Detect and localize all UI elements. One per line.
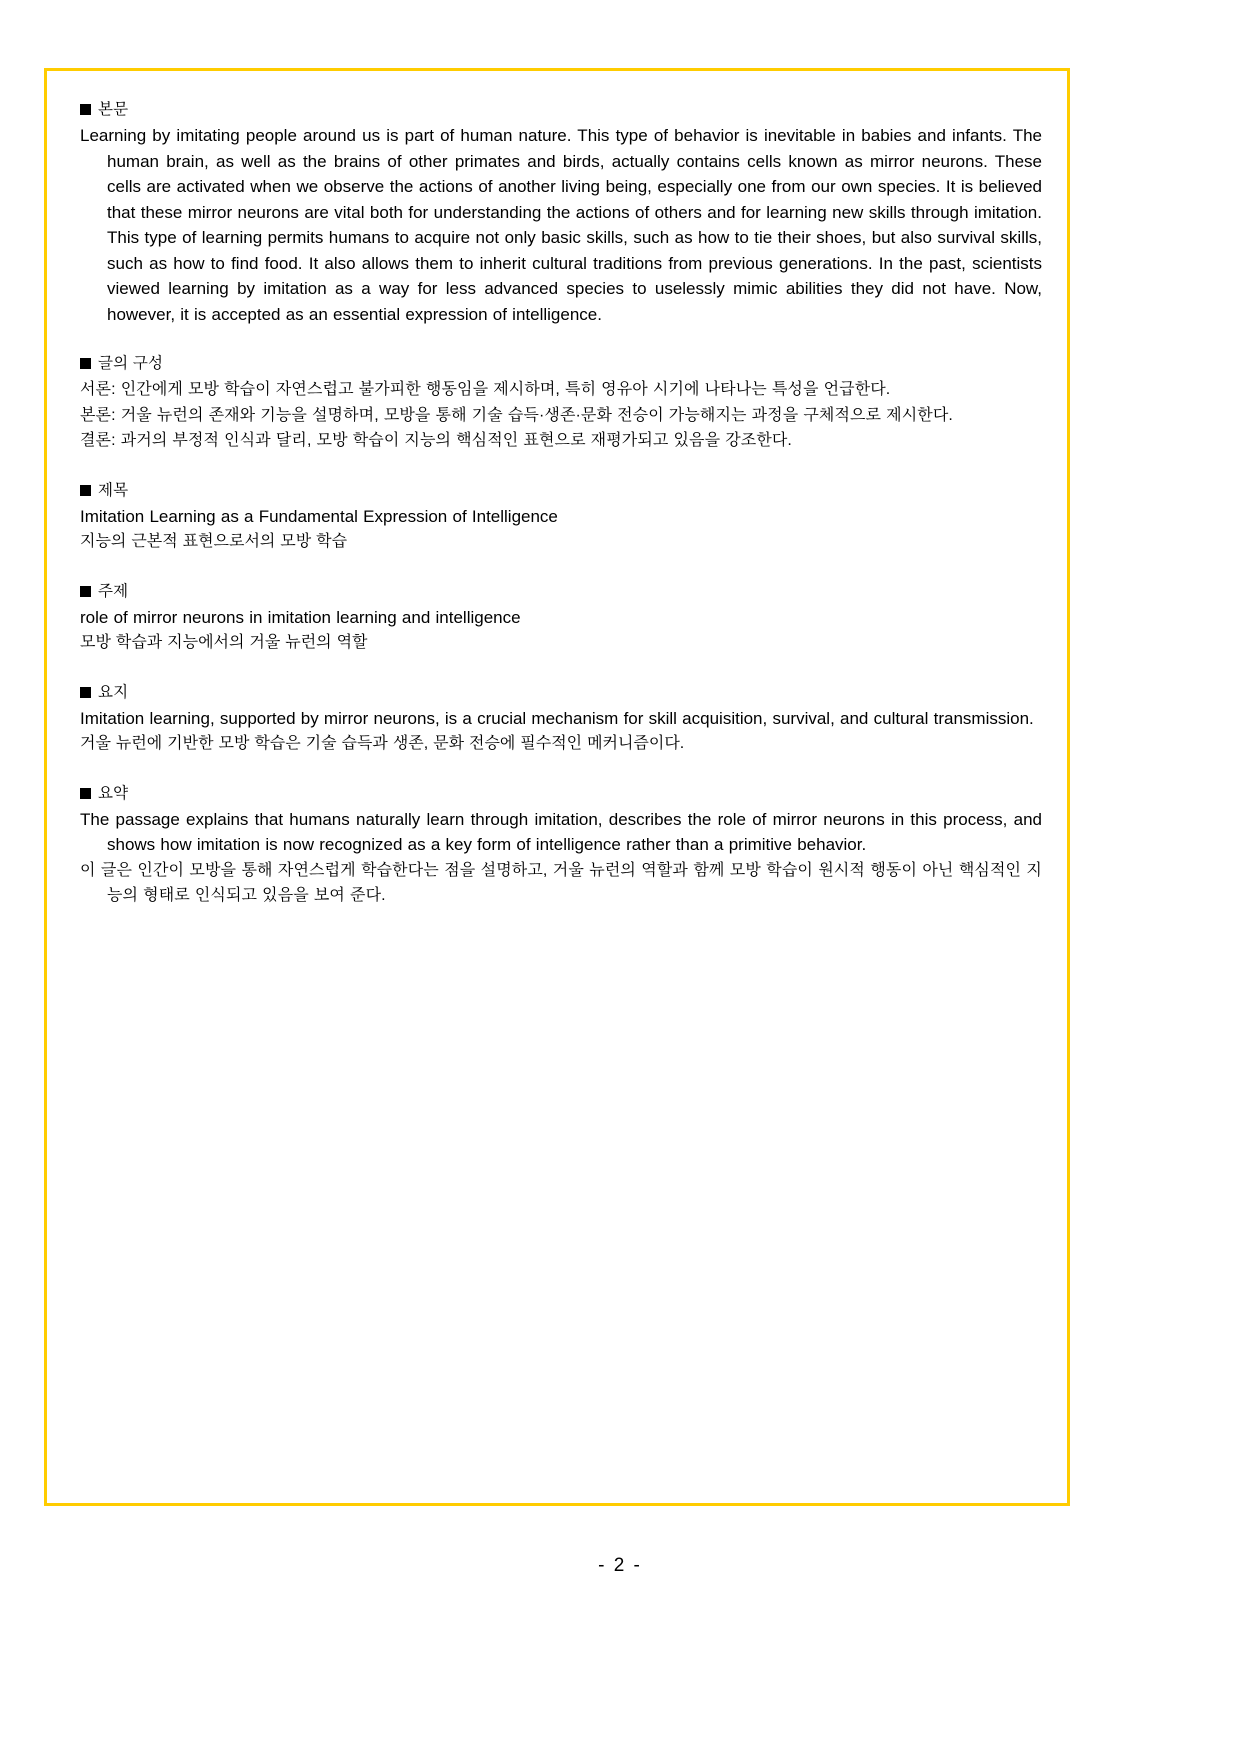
section-header-yoji bbox=[80, 681, 1042, 704]
section-juje bbox=[80, 580, 1042, 656]
square-bullet-icon bbox=[80, 788, 91, 799]
section-header-juje bbox=[80, 580, 1042, 603]
jemok-title-korean: 지능의 근본적 표현으로서의 모방 학습 bbox=[80, 533, 348, 550]
square-bullet-icon bbox=[80, 104, 91, 115]
square-bullet-icon bbox=[80, 586, 91, 597]
section-header-label: 글의 구성 bbox=[98, 355, 164, 372]
section-header-label: 본문 bbox=[98, 101, 129, 118]
page-number: - 2 - bbox=[598, 1555, 642, 1576]
yoji-gist-korean: 거울 뉴런에 기반한 모방 학습은 기술 습득과 생존, 문화 전승에 필수적인 메커니즘이다. bbox=[80, 735, 685, 752]
section-header-jemok bbox=[80, 479, 1042, 502]
section-gueui-guseong bbox=[80, 352, 1042, 454]
section-header-bonmun bbox=[80, 98, 1042, 121]
gueui-guseong-gyeollon: 결론: 과거의 부정적 인식과 달리, 모방 학습이 지능의 핵심적인 표현으로 재평가되고 있음을 강조한다. bbox=[80, 432, 792, 449]
section-yoji bbox=[80, 681, 1042, 757]
section-jemok bbox=[80, 479, 1042, 555]
gueui-guseong-seoron: 서론: 인간에게 모방 학습이 자연스럽고 불가피한 행동임을 제시하며, 특히 영유아 시기에 나타나는 특성을 언급한다. bbox=[80, 381, 891, 398]
square-bullet-icon bbox=[80, 485, 91, 496]
square-bullet-icon bbox=[80, 358, 91, 369]
bonmun-body-paragraph: Learning by imitating people around us is part of human nature. This type of behavior is inevitable in babies and infants. The human brain, as well as the brains of other primates and birds, actually contains cells known as mirror neurons. These cells are activated when we observe the actions of another living being, especially one from our own species. It is believed that these mirror neurons are vital both for understanding the actions of others and for learning new skills through imitation. This type of learning permits humans to acquire not only basic skills, such as how to tie their shoes, but also survival skills, such as how to find food. It also allows them to inherit cultural traditions from previous generations. In the past, scientists viewed learning by imitation as a way for less advanced species to uselessly mimic abilities they did not have. Now, however, it is accepted as an essential expression of intelligence. bbox=[80, 126, 1042, 324]
juje-topic-english: role of mirror neurons in imitation learning and intelligence bbox=[80, 607, 521, 627]
section-bonmun bbox=[80, 98, 1042, 327]
juje-topic-korean: 모방 학습과 지능에서의 거울 뉴런의 역할 bbox=[80, 634, 368, 651]
page-border-frame bbox=[44, 68, 1070, 1506]
yoyak-summary-english: The passage explains that humans naturally learn through imitation, describes the role of mirror neurons in this process, and shows how imitation is now recognized as a key form of intelligence rather than a primitive behavior. bbox=[80, 809, 1042, 854]
yoyak-summary-korean: 이 글은 인간이 모방을 통해 자연스럽게 학습한다는 점을 설명하고, 거울 뉴런의 역할과 함께 모방 학습이 원시적 행동이 아닌 핵심적인 지능의 형태로 인식되고 있음을 보여 준다. bbox=[80, 861, 1042, 904]
section-header-gueui-guseong bbox=[80, 352, 1042, 375]
section-header-label: 요약 bbox=[98, 784, 129, 802]
square-bullet-icon bbox=[80, 687, 91, 698]
section-header-label: 주제 bbox=[98, 582, 129, 600]
section-header-label: 요지 bbox=[98, 683, 129, 701]
section-header-yoyak bbox=[80, 782, 1042, 805]
gueui-guseong-bonron: 본론: 거울 뉴런의 존재와 기능을 설명하며, 모방을 통해 기술 습득·생존·문화 전승이 가능해지는 과정을 구체적으로 제시한다. bbox=[80, 406, 953, 424]
yoji-gist-english: Imitation learning, supported by mirror neurons, is a crucial mechanism for skill acquisition, survival, and cultural transmission. bbox=[80, 708, 1034, 728]
section-yoyak bbox=[80, 782, 1042, 909]
section-header-label: 제목 bbox=[98, 481, 129, 499]
page-content bbox=[80, 98, 1042, 934]
jemok-title-english: Imitation Learning as a Fundamental Expression of Intelligence bbox=[80, 506, 558, 526]
